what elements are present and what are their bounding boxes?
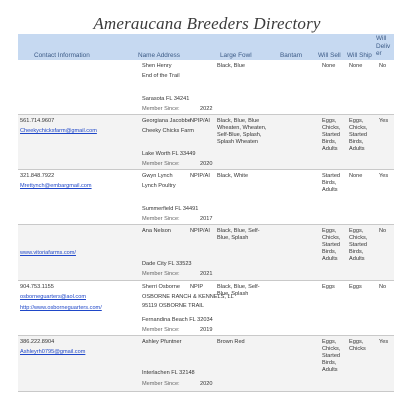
will-deliver: Yes	[379, 118, 389, 124]
city-state-zip: Dade City FL 33523	[142, 261, 192, 267]
will-deliver: Yes	[379, 339, 389, 345]
header-bantam: Bantam	[280, 52, 303, 59]
breeder-name: Ana Nelson	[142, 228, 171, 234]
farm-name: Cheeky Chicks Farm	[142, 128, 194, 134]
farm-name: OSBORNE RANCH & KENNELS, LL	[142, 294, 234, 300]
city-state-zip: Lake Worth FL 33449	[142, 151, 196, 157]
will-sell: Eggs, Chicks, Started Birds, Adults	[322, 118, 341, 152]
city-state-zip: Interlachen FL 32148	[142, 370, 195, 376]
breeder-name: Gwyn Lynch	[142, 173, 173, 179]
city-state-zip: Fernandina Beach FL 32034	[142, 317, 213, 323]
member-since-label: Member Since:	[142, 271, 180, 277]
member-since-year: 2017	[200, 216, 213, 222]
city-state-zip: Sarasota FL 34241	[142, 96, 190, 102]
phone-number: 904.753.1155	[20, 284, 54, 290]
email-link[interactable]: osborneguarters@aol.com	[20, 294, 86, 300]
table-row	[18, 281, 394, 336]
member-since-label: Member Since:	[142, 381, 180, 387]
table-row	[18, 336, 394, 392]
large-fowl-varieties: Black, White	[217, 173, 249, 179]
will-sell: None	[322, 63, 336, 69]
phone-number: 561.714.9607	[20, 118, 55, 124]
breeder-name: Shen Henry	[142, 63, 172, 69]
npip-status: NPIP	[190, 284, 204, 290]
will-sell: Eggs	[322, 284, 335, 290]
will-deliver: No	[379, 63, 387, 69]
will-sell: Started Birds, Adults	[322, 173, 341, 193]
large-fowl-varieties: Brown Red	[217, 339, 245, 345]
phone-number: 386.222.8904	[20, 339, 55, 345]
npip-status: NPIP/AI	[190, 118, 210, 124]
header-will-deliver: Will Deliv er	[376, 35, 391, 57]
will-sell: Eggs, Chicks, Started Birds, Adults	[322, 228, 341, 262]
website-link[interactable]: http://www.osborneguarters.com/	[20, 305, 102, 311]
will-ship: None	[349, 173, 363, 179]
table-row	[18, 115, 394, 170]
phone-number: 321.848.7922	[20, 173, 55, 179]
table-header	[18, 34, 394, 60]
will-deliver: No	[379, 284, 387, 290]
will-ship: Eggs, Chicks	[349, 339, 366, 352]
breeder-name: Sherri Osborne	[142, 284, 180, 290]
large-fowl-varieties: Black, Blue, Self-Blue, Splash	[217, 284, 260, 297]
breeder-name: Georgiana Jacobbe	[142, 118, 191, 124]
will-ship: Eggs, Chicks, Started Birds, Adults	[349, 118, 368, 152]
farm-name: Lynch Poultry	[142, 183, 176, 189]
will-sell: Eggs, Chicks, Started Birds, Adults	[322, 339, 341, 373]
member-since-year: 2021	[200, 271, 213, 277]
will-ship: Eggs, Chicks, Started Birds, Adults	[349, 228, 368, 262]
npip-status: NPIP/AI	[190, 228, 210, 234]
street-address: 95119 OSBORNE TRAIL	[142, 303, 204, 309]
header-contact: Contact Information	[34, 52, 90, 59]
large-fowl-varieties: Black, Blue, Self-Blue, Splash	[217, 228, 260, 241]
member-since-year: 2022	[200, 106, 213, 112]
npip-status: NPIP/AI	[190, 173, 210, 179]
member-since-label: Member Since:	[142, 106, 180, 112]
email-link[interactable]: Mrettynch@embargmail.com	[20, 183, 92, 189]
will-deliver: Yes	[379, 173, 389, 179]
member-since-label: Member Since:	[142, 216, 180, 222]
city-state-zip: Summerfield FL 34491	[142, 206, 199, 212]
member-since-year: 2020	[200, 161, 213, 167]
will-ship: Eggs	[349, 284, 362, 290]
member-since-year: 2020	[200, 381, 213, 387]
header-will-ship: Will Ship	[347, 52, 372, 59]
will-deliver: No	[379, 228, 387, 234]
email-link[interactable]: Cheekychicksfarm@gmail.com	[20, 128, 97, 134]
will-ship: None	[349, 63, 363, 69]
large-fowl-varieties: Black, Blue	[217, 63, 245, 69]
farm-name: End of the Trail	[142, 73, 180, 79]
member-since-year: 2019	[200, 327, 213, 333]
table-row	[18, 60, 394, 115]
large-fowl-varieties: Black, Blue, Blue Wheaten, Wheaten, Self-Blue, Splash, Splash Wheaten	[217, 118, 267, 145]
breeder-name: Ashley Pfuntner	[142, 339, 182, 345]
table-row	[18, 225, 394, 281]
header-will-sell: Will Sell	[318, 52, 341, 59]
member-since-label: Member Since:	[142, 327, 180, 333]
header-name-address: Name Address	[138, 52, 180, 59]
email-link[interactable]: Ashleyrh0795@gmail.com	[20, 349, 86, 355]
page-title: Ameraucana Breeders Directory	[93, 14, 321, 33]
website-link[interactable]: www.vitoriafarms.com/	[20, 250, 76, 256]
table-row	[18, 170, 394, 225]
member-since-label: Member Since:	[142, 161, 180, 167]
header-large-fowl: Large Fowl	[220, 52, 252, 59]
